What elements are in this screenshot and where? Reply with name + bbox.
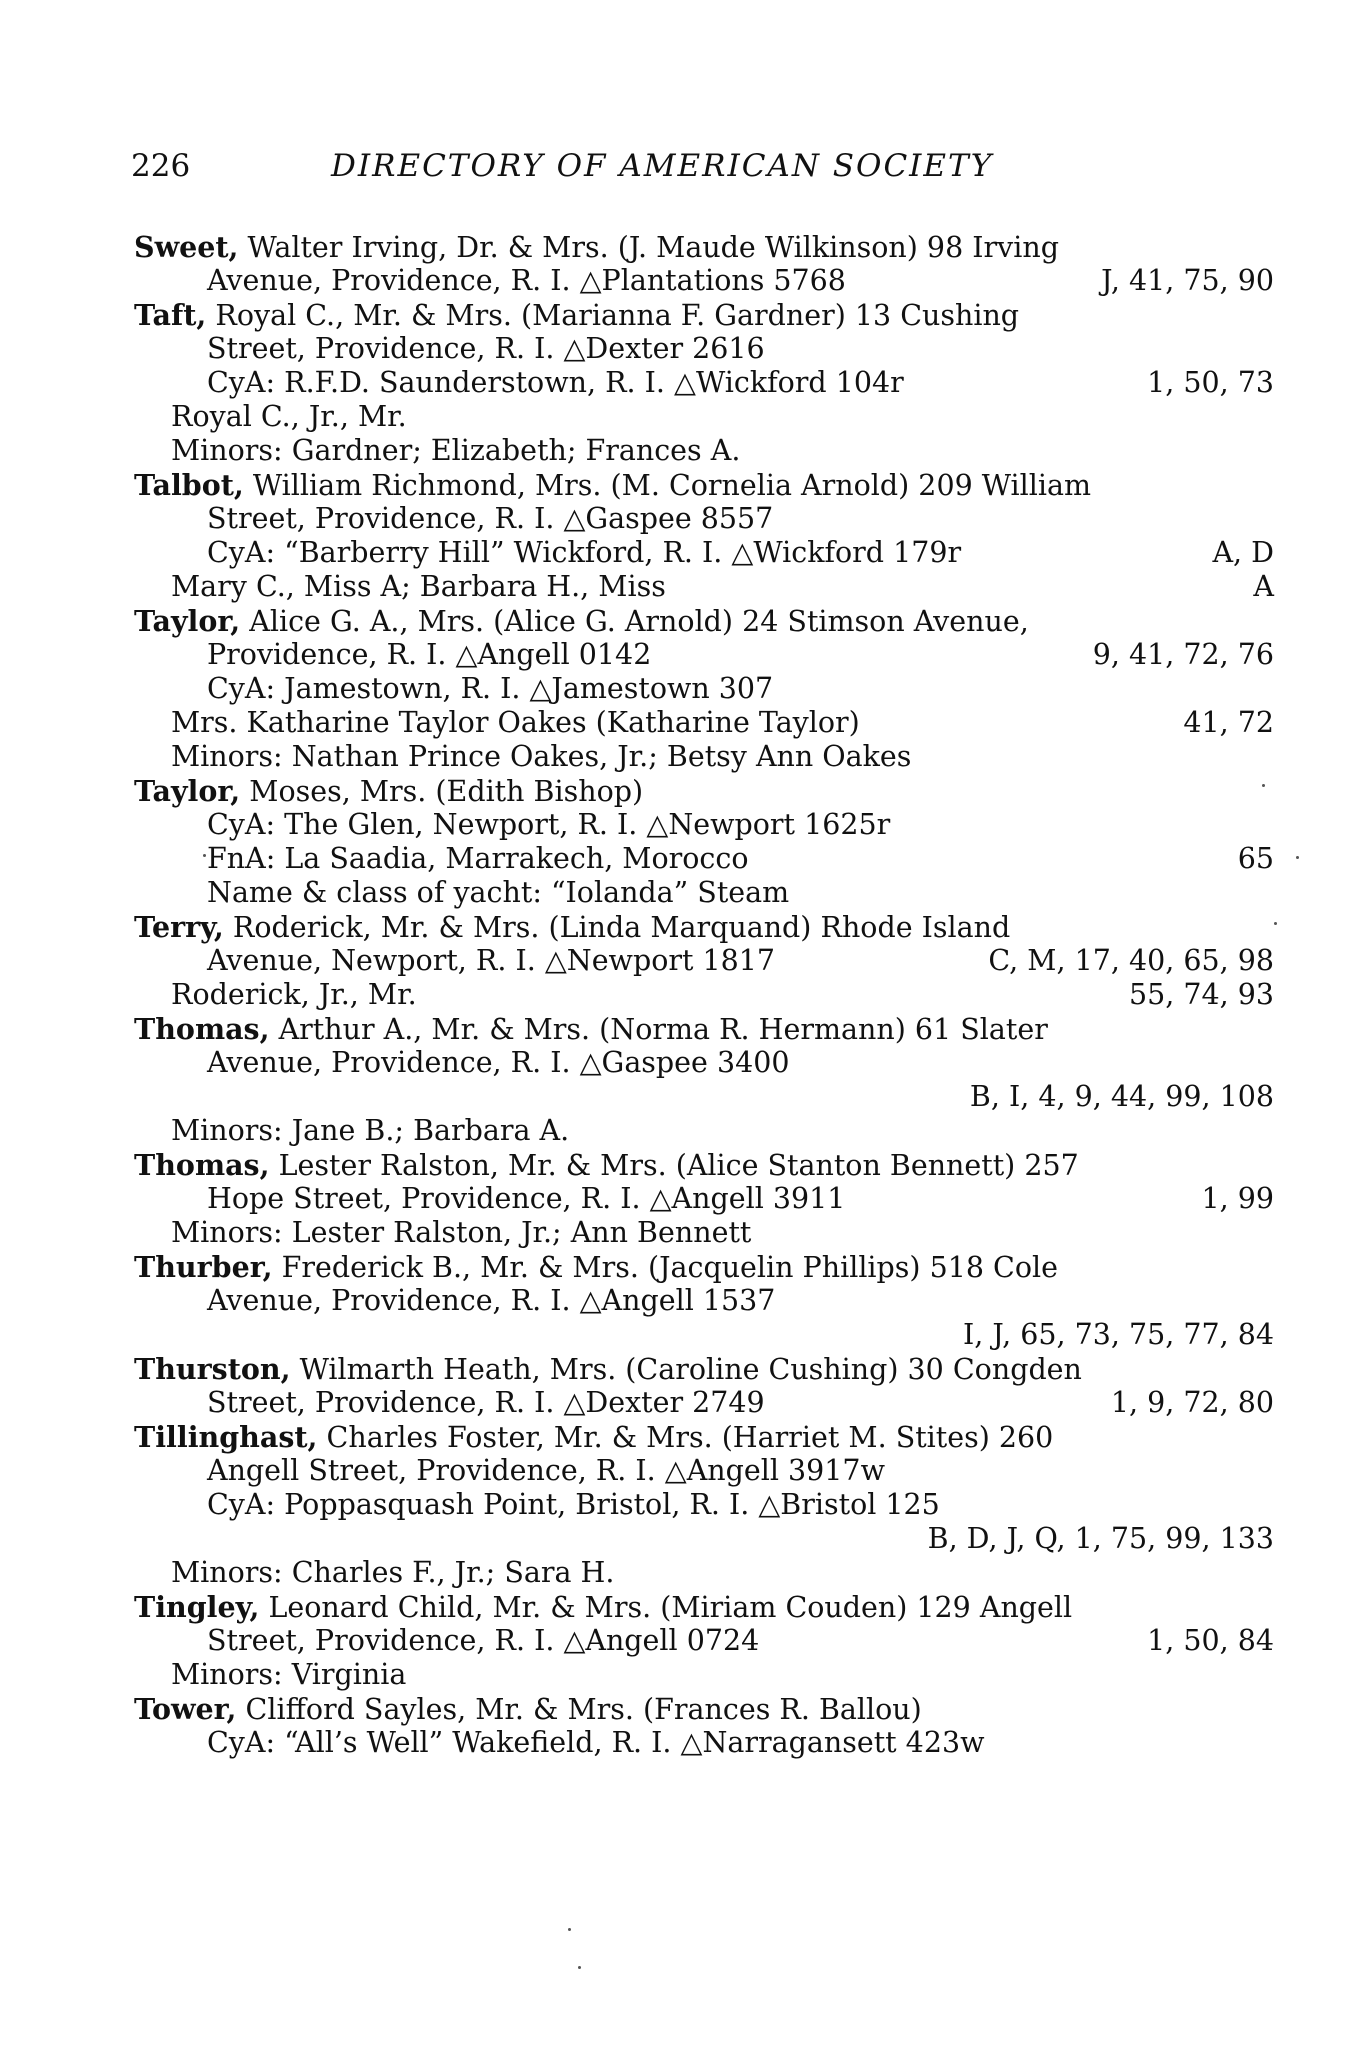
entry-text: Arthur A., Mr. & Mrs. (Norma R. Hermann) 61 Slater	[269, 1013, 1048, 1046]
ink-speck	[1262, 784, 1265, 787]
entry-text: Street, Providence, R. I. △Dexter 2749	[207, 1386, 765, 1419]
ink-speck	[1296, 856, 1299, 859]
entry-surname: Tingley,	[134, 1590, 260, 1624]
entry-club-codes: B, D, J, Q, 1, 75, 99, 133	[927, 1522, 1274, 1555]
entry-member-line	[134, 978, 1274, 1012]
entry-text: Street, Providence, R. I. △Gaspee 8557	[207, 502, 774, 535]
entry-text: Minors: Charles F., Jr.; Sara H.	[171, 1556, 615, 1589]
entry-surname: Taylor,	[134, 774, 241, 808]
entry-surname: Talbot,	[134, 468, 244, 502]
entry-surname: Taft,	[134, 298, 207, 332]
entry-head-line	[134, 604, 1274, 638]
entry-member-line	[134, 1556, 1274, 1590]
entry-member-line	[134, 570, 1274, 604]
entry-surname: Taylor,	[134, 604, 241, 638]
entry-continuation-line	[134, 1046, 1274, 1080]
entry-text: Roderick, Mr. & Mrs. (Linda Marquand) Rhode Island	[223, 911, 1011, 944]
entry-text: Royal C., Mr. & Mrs. (Marianna F. Gardner) 13 Cushing	[206, 299, 1020, 332]
entry-text: Avenue, Newport, R. I. △Newport 1817	[207, 944, 776, 977]
entry-surname: Tower,	[134, 1692, 237, 1726]
entry-head-line	[134, 1012, 1274, 1046]
entry-member-line	[134, 740, 1274, 774]
entry-continuation-line	[134, 842, 1274, 876]
entry-text: Mary C., Miss A; Barbara H., Miss	[171, 570, 666, 603]
entry-continuation-line	[134, 1386, 1274, 1420]
entry-text: Street, Providence, R. I. △Angell 0724	[207, 1624, 760, 1657]
entry-club-codes: 9, 41, 72, 76	[1092, 638, 1274, 671]
page-header	[131, 146, 1271, 196]
entry-text: CyA: Poppasquash Point, Bristol, R. I. △Bristol 125	[207, 1488, 940, 1521]
entry-surname: Tillinghast,	[134, 1420, 318, 1454]
entry-surname: Thurber,	[134, 1250, 273, 1284]
entry-club-codes: A	[1253, 570, 1274, 603]
entry-head-line	[134, 230, 1274, 264]
ink-speck	[1274, 922, 1277, 925]
entry-club-codes: 41, 72	[1183, 706, 1274, 739]
running-head: DIRECTORY OF AMERICAN SOCIETY	[331, 148, 994, 184]
entry-continuation-line	[134, 1726, 1274, 1760]
entry-text: Royal C., Jr., Mr.	[171, 400, 407, 433]
entry-head-line	[134, 298, 1274, 332]
page-number: 226	[131, 148, 191, 184]
ink-speck	[568, 1928, 571, 1931]
entry-head-line	[134, 910, 1274, 944]
entry-text: CyA: “Barberry Hill” Wickford, R. I. △Wickford 179r	[207, 536, 962, 569]
entry-text: Hope Street, Providence, R. I. △Angell 3911	[207, 1182, 846, 1215]
entry-continuation-line	[134, 944, 1274, 978]
entry-text: Moses, Mrs. (Edith Bishop)	[240, 775, 644, 808]
entry-text: Avenue, Providence, R. I. △Plantations 5768	[207, 264, 846, 297]
entry-head-line	[134, 1590, 1274, 1624]
entry-surname: Thurston,	[134, 1352, 291, 1386]
entry-text: Mrs. Katharine Taylor Oakes (Katharine Taylor)	[171, 706, 860, 739]
entry-continuation-line	[134, 876, 1274, 910]
entry-member-line	[134, 706, 1274, 740]
entry-text: Frederick B., Mr. & Mrs. (Jacquelin Phillips) 518 Cole	[272, 1251, 1058, 1284]
entry-head-line	[134, 1148, 1274, 1182]
entry-continuation-line	[134, 502, 1274, 536]
entry-text: Name & class of yacht: “Iolanda” Steam	[207, 876, 790, 909]
entry-head-line	[134, 1692, 1274, 1726]
entry-head-line	[134, 1420, 1274, 1454]
entry-continuation-line	[134, 1318, 1274, 1352]
entry-continuation-line	[134, 366, 1274, 400]
entry-text: Angell Street, Providence, R. I. △Angell 3917w	[207, 1454, 885, 1487]
entry-continuation-line	[134, 1454, 1274, 1488]
entry-text: Alice G. A., Mrs. (Alice G. Arnold) 24 Stimson Avenue,	[240, 605, 1029, 638]
entry-head-line	[134, 468, 1274, 502]
entry-club-codes: J, 41, 75, 90	[1101, 264, 1274, 297]
entry-surname: Terry,	[134, 910, 224, 944]
entry-member-line	[134, 434, 1274, 468]
entry-head-line	[134, 1250, 1274, 1284]
entry-club-codes: 1, 9, 72, 80	[1110, 1386, 1274, 1419]
entry-text: Minors: Nathan Prince Oakes, Jr.; Betsy Ann Oakes	[171, 740, 912, 773]
entry-continuation-line	[134, 1522, 1274, 1556]
entry-member-line	[134, 1658, 1274, 1692]
entry-member-line	[134, 400, 1274, 434]
entry-text: Walter Irving, Dr. & Mrs. (J. Maude Wilkinson) 98 Irving	[238, 231, 1059, 264]
entry-surname: Thomas,	[134, 1012, 270, 1046]
entry-club-codes: 1, 50, 84	[1147, 1624, 1274, 1657]
ink-speck	[578, 1966, 581, 1969]
entry-continuation-line	[134, 1488, 1274, 1522]
entry-member-line	[134, 1216, 1274, 1250]
entry-continuation-line	[134, 1080, 1274, 1114]
ink-speck	[203, 854, 206, 857]
entry-text: CyA: Jamestown, R. I. △Jamestown 307	[207, 672, 774, 705]
entry-text: Leonard Child, Mr. & Mrs. (Miriam Couden) 129 Angell	[259, 1591, 1073, 1624]
entry-continuation-line	[134, 672, 1274, 706]
entry-text: Clifford Sayles, Mr. & Mrs. (Frances R. Ballou)	[236, 1693, 922, 1726]
entry-continuation-line	[134, 1624, 1274, 1658]
entry-continuation-line	[134, 1182, 1274, 1216]
entry-club-codes: 1, 50, 73	[1147, 366, 1274, 399]
entry-text: Roderick, Jr., Mr.	[171, 978, 417, 1011]
entry-club-codes: A, D	[1212, 536, 1274, 569]
entry-club-codes: I, J, 65, 73, 75, 77, 84	[962, 1318, 1274, 1351]
entry-club-codes: 55, 74, 93	[1128, 978, 1274, 1011]
entry-continuation-line	[134, 808, 1274, 842]
entry-club-codes: 65	[1237, 842, 1274, 875]
entry-club-codes: 1, 99	[1201, 1182, 1274, 1215]
entry-text: Minors: Jane B.; Barbara A.	[171, 1114, 570, 1147]
entry-surname: Sweet,	[134, 230, 239, 264]
entry-text: Providence, R. I. △Angell 0142	[207, 638, 652, 671]
entry-text: Charles Foster, Mr. & Mrs. (Harriet M. Stites) 260	[317, 1421, 1054, 1454]
entry-text: CyA: R.F.D. Saunderstown, R. I. △Wickford 104r	[207, 366, 904, 399]
entry-text: CyA: “All’s Well” Wakefield, R. I. △Narragansett 423w	[207, 1726, 985, 1759]
entry-text: Minors: Lester Ralston, Jr.; Ann Bennett	[171, 1216, 752, 1249]
entry-text: Wilmarth Heath, Mrs. (Caroline Cushing) 30 Congden	[290, 1353, 1082, 1386]
entry-text: Minors: Virginia	[171, 1658, 407, 1691]
entry-text: Street, Providence, R. I. △Dexter 2616	[207, 332, 765, 365]
entry-text: Avenue, Providence, R. I. △Angell 1537	[207, 1284, 776, 1317]
entry-head-line	[134, 1352, 1274, 1386]
entry-text: Avenue, Providence, R. I. △Gaspee 3400	[207, 1046, 790, 1079]
entry-text: Lester Ralston, Mr. & Mrs. (Alice Stanton Bennett) 257	[269, 1149, 1079, 1182]
entry-member-line	[134, 1114, 1274, 1148]
entry-club-codes: C, M, 17, 40, 65, 98	[988, 944, 1274, 977]
entry-continuation-line	[134, 536, 1274, 570]
directory-entries	[134, 230, 1274, 1760]
entry-continuation-line	[134, 332, 1274, 366]
entry-club-codes: B, I, 4, 9, 44, 99, 108	[969, 1080, 1274, 1113]
entry-continuation-line	[134, 264, 1274, 298]
entry-continuation-line	[134, 1284, 1274, 1318]
entry-text: William Richmond, Mrs. (M. Cornelia Arnold) 209 William	[243, 469, 1092, 502]
entry-text: FnA: La Saadia, Marrakech, Morocco	[207, 842, 749, 875]
entry-continuation-line	[134, 638, 1274, 672]
entry-text: CyA: The Glen, Newport, R. I. △Newport 1625r	[207, 808, 891, 841]
entry-surname: Thomas,	[134, 1148, 270, 1182]
entry-text: Minors: Gardner; Elizabeth; Frances A.	[171, 434, 741, 467]
entry-head-line	[134, 774, 1274, 808]
